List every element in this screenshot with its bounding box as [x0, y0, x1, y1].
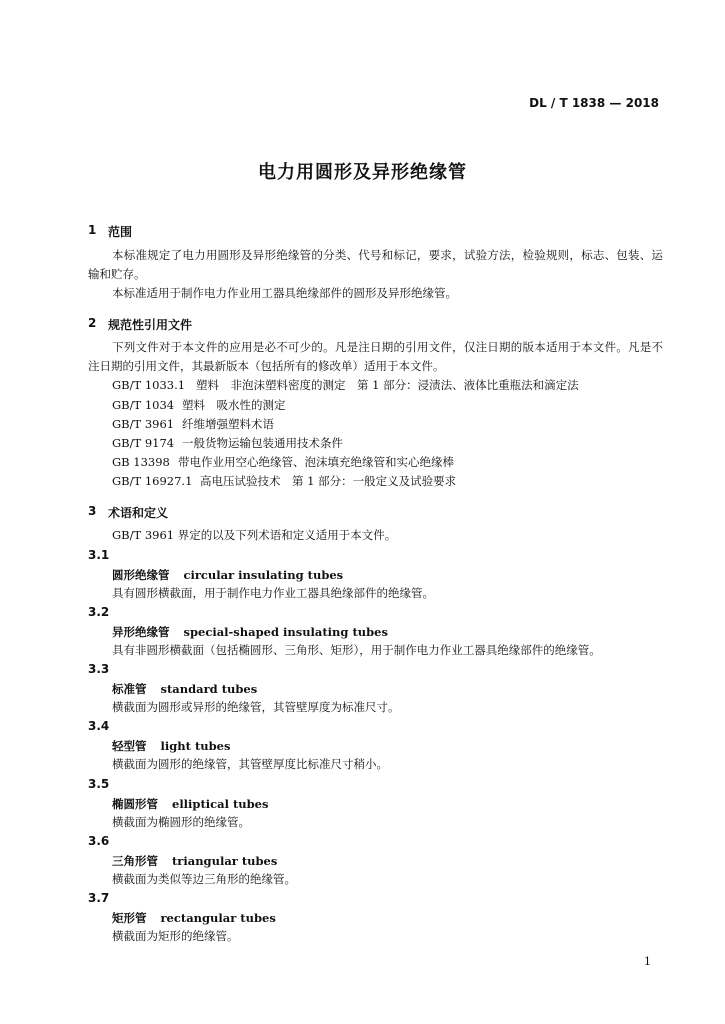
- reference-title: 塑料 吸水性的测定: [182, 398, 286, 412]
- term-english: circular insulating tubes: [183, 568, 344, 582]
- term-english: standard tubes: [160, 682, 258, 696]
- term-definition: 横截面为椭圆形的绝缘管。: [112, 815, 250, 829]
- term-definition: 横截面为圆形或异形的绝缘管，其管壁厚度为标准尺寸。: [112, 700, 400, 714]
- standard-code: DL / T 1838 — 2018: [529, 96, 659, 110]
- term-definition: 具有圆形横截面，用于制作电力作业工器具绝缘部件的绝缘管。: [112, 586, 434, 600]
- term-chinese: 异形绝缘管: [112, 625, 170, 639]
- reference-code: GB/T 9174: [112, 436, 175, 450]
- reference-item: [112, 454, 454, 470]
- term-definition: 横截面为矩形的绝缘管。: [112, 929, 239, 943]
- reference-code: GB/T 1034: [112, 398, 175, 412]
- term-chinese: 圆形绝缘管: [112, 568, 170, 582]
- reference-item: [112, 377, 579, 393]
- term-heading: [112, 853, 277, 869]
- reference-code: GB 13398: [112, 455, 170, 469]
- section-2-number: 2: [88, 316, 97, 330]
- section-3-intro: GB/T 3961 界定的以及下列术语和定义适用于本文件。: [112, 528, 397, 542]
- term-heading: [112, 910, 276, 926]
- section-3-title: 术语和定义: [108, 506, 169, 520]
- document-title: 电力用圆形及异形绝缘管: [258, 162, 467, 183]
- reference-title: 高电压试验技术 第 1 部分：一般定义及试验要求: [200, 474, 457, 488]
- reference-title: 带电作业用空心绝缘管、泡沫填充绝缘管和实心绝缘棒: [178, 455, 454, 469]
- term-heading: [112, 567, 343, 583]
- term-number: 3.3: [88, 662, 110, 676]
- reference-item: [112, 397, 286, 413]
- section-2-paragraph: 下列文件对于本文件的应用是必不可少的。凡是注日期的引用文件，仅注日期的版本适用于本文件。凡是不注日期的引用文件，其最新版本（包括所有的修改单）适用于本文件。: [88, 340, 663, 373]
- term-heading: [112, 738, 230, 754]
- reference-code: GB/T 16927.1: [112, 474, 193, 488]
- section-1-paragraph-2: 本标准适用于制作电力作业用工器具绝缘部件的圆形及异形绝缘管。: [112, 286, 457, 300]
- reference-title: 纤维增强塑料术语: [182, 417, 274, 431]
- term-number: 3.5: [88, 777, 110, 791]
- page-number: 1: [644, 955, 651, 968]
- section-1-title: 范围: [108, 225, 133, 239]
- reference-title: 一般货物运输包装通用技术条件: [182, 436, 343, 450]
- term-english: triangular tubes: [172, 854, 278, 868]
- term-heading: [112, 796, 268, 812]
- term-number: 3.6: [88, 834, 110, 848]
- term-definition: 横截面为类似等边三角形的绝缘管。: [112, 872, 296, 886]
- section-2-title: 规范性引用文件: [108, 318, 193, 332]
- reference-item: [112, 416, 274, 432]
- term-heading: [112, 681, 257, 697]
- term-heading: [112, 624, 388, 640]
- term-chinese: 轻型管: [112, 739, 147, 753]
- section-3-number: 3: [88, 504, 97, 518]
- reference-code: GB/T 1033.1: [112, 378, 186, 392]
- term-number: 3.2: [88, 605, 110, 619]
- term-chinese: 矩形管: [112, 911, 147, 925]
- term-definition: 横截面为圆形的绝缘管，其管壁厚度比标准尺寸稍小。: [112, 757, 388, 771]
- reference-code: GB/T 3961: [112, 417, 175, 431]
- term-english: elliptical tubes: [172, 797, 269, 811]
- reference-title: 塑料 非泡沫塑料密度的测定 第 1 部分：浸渍法、液体比重瓶法和滴定法: [196, 378, 579, 392]
- term-english: rectangular tubes: [160, 911, 276, 925]
- term-number: 3.7: [88, 891, 110, 905]
- section-1-paragraph-1: 本标准规定了电力用圆形及异形绝缘管的分类、代号和标记，要求，试验方法，检验规则，标志、包装、运输和贮存。: [88, 248, 663, 281]
- term-chinese: 三角形管: [112, 854, 158, 868]
- term-chinese: 标准管: [112, 682, 147, 696]
- term-chinese: 椭圆形管: [112, 797, 158, 811]
- term-english: light tubes: [160, 739, 231, 753]
- term-number: 3.4: [88, 719, 110, 733]
- term-definition: 具有非圆形横截面（包括椭圆形、三角形、矩形），用于制作电力作业工器具绝缘部件的绝缘管。: [112, 643, 601, 657]
- reference-item: [112, 435, 343, 451]
- term-english: special-shaped insulating tubes: [183, 625, 388, 639]
- reference-item: [112, 473, 456, 489]
- section-1-number: 1: [88, 223, 97, 237]
- term-number: 3.1: [88, 548, 110, 562]
